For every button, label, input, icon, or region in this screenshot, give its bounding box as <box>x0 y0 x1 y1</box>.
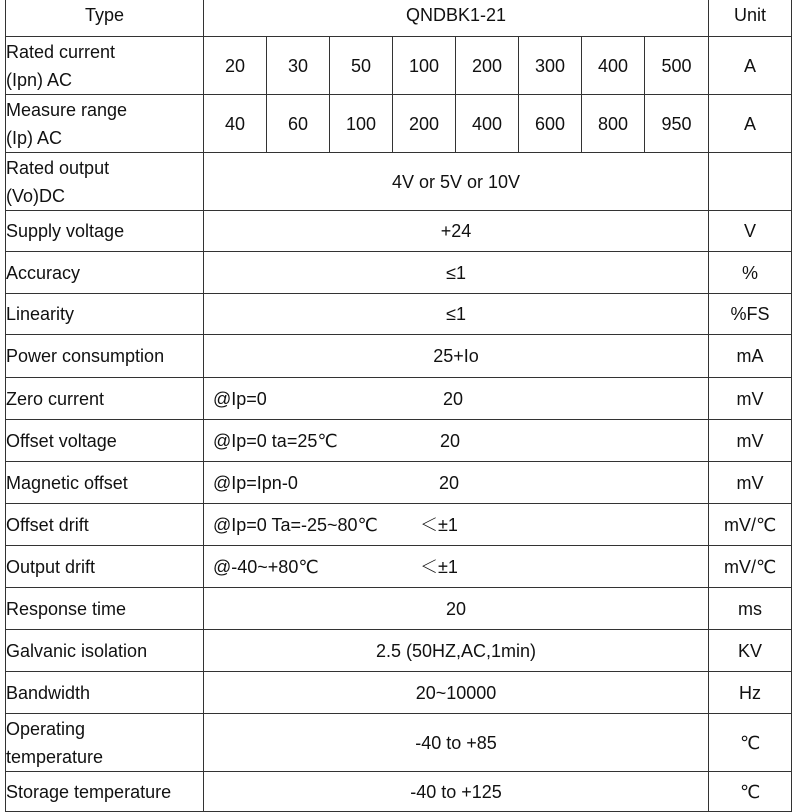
zero-current-cell <box>204 378 709 420</box>
linearity-unit: %FS <box>709 294 792 335</box>
offset-drift-condition: @Ip=0 Ta=-25~80℃ <box>213 514 378 535</box>
rated-output-unit <box>709 153 792 211</box>
storage-temperature-label: Storage temperature <box>6 772 204 812</box>
offset-voltage-row <box>6 420 792 462</box>
output-drift-condition: @-40~+80℃ <box>213 556 319 577</box>
galvanic-isolation-label: Galvanic isolation <box>6 630 204 672</box>
zero-current-condition: @Ip=0 <box>213 388 267 409</box>
accuracy-value: ≤1 <box>204 252 709 294</box>
magnetic-offset-cell <box>204 462 709 504</box>
header-row <box>6 0 792 37</box>
linearity-label: Linearity <box>6 294 204 335</box>
output-drift-label: Output drift <box>6 546 204 588</box>
magnetic-offset-row <box>6 462 792 504</box>
bandwidth-row <box>6 672 792 714</box>
power-consumption-row <box>6 335 792 378</box>
offset-drift-cell <box>204 504 709 546</box>
zero-current-value: 20 <box>443 388 464 409</box>
zero-current-row <box>6 378 792 420</box>
measure-range-value: 950 <box>645 95 709 153</box>
supply-voltage-unit: V <box>709 211 792 252</box>
rated-current-value: 300 <box>519 37 582 95</box>
measure-range-value: 600 <box>519 95 582 153</box>
accuracy-row <box>6 252 792 294</box>
rated-current-unit: A <box>709 37 792 95</box>
rated-current-value: 200 <box>456 37 519 95</box>
output-drift-row <box>6 546 792 588</box>
magnetic-offset-value: 20 <box>439 472 460 493</box>
model-header: QNDBK1-21 <box>204 0 709 37</box>
offset-drift-value: ＜±1 <box>420 514 458 535</box>
output-drift-cell <box>204 546 709 588</box>
measure-range-label: Measure range (Ip) AC <box>6 95 204 153</box>
rated-current-value: 50 <box>330 37 393 95</box>
offset-voltage-unit: mV <box>709 420 792 462</box>
galvanic-isolation-unit: KV <box>709 630 792 672</box>
measure-range-unit: A <box>709 95 792 153</box>
storage-temperature-unit: ℃ <box>709 772 792 812</box>
zero-current-label: Zero current <box>6 378 204 420</box>
power-consumption-value: 25+Io <box>204 335 709 378</box>
magnetic-offset-unit: mV <box>709 462 792 504</box>
zero-current-unit: mV <box>709 378 792 420</box>
offset-drift-unit: mV/℃ <box>709 504 792 546</box>
offset-voltage-label: Offset voltage <box>6 420 204 462</box>
bandwidth-label: Bandwidth <box>6 672 204 714</box>
response-time-label: Response time <box>6 588 204 630</box>
operating-temperature-unit: ℃ <box>709 714 792 772</box>
supply-voltage-value: +24 <box>204 211 709 252</box>
rated-current-value: 400 <box>582 37 645 95</box>
rated-output-value: 4V or 5V or 10V <box>204 153 709 211</box>
accuracy-unit: % <box>709 252 792 294</box>
response-time-unit: ms <box>709 588 792 630</box>
rated-current-value: 500 <box>645 37 709 95</box>
measure-range-value: 60 <box>267 95 330 153</box>
measure-range-row <box>6 95 792 153</box>
type-header: Type <box>6 0 204 37</box>
offset-voltage-cell <box>204 420 709 462</box>
linearity-row <box>6 294 792 335</box>
response-time-row <box>6 588 792 630</box>
accuracy-label: Accuracy <box>6 252 204 294</box>
supply-voltage-row <box>6 211 792 252</box>
offset-drift-row <box>6 504 792 546</box>
galvanic-isolation-row <box>6 630 792 672</box>
measure-range-value: 100 <box>330 95 393 153</box>
galvanic-isolation-value: 2.5 (50HZ,AC,1min) <box>204 630 709 672</box>
magnetic-offset-condition: @Ip=Ipn-0 <box>213 472 298 493</box>
output-drift-value: ＜±1 <box>420 556 458 577</box>
output-drift-unit: mV/℃ <box>709 546 792 588</box>
offset-voltage-value: 20 <box>440 430 461 451</box>
power-consumption-label: Power consumption <box>6 335 204 378</box>
rated-output-label: Rated output (Vo)DC <box>6 153 204 211</box>
bandwidth-value: 20~10000 <box>204 672 709 714</box>
response-time-value: 20 <box>204 588 709 630</box>
offset-voltage-condition: @Ip=0 ta=25℃ <box>213 430 338 451</box>
spec-table <box>5 0 792 812</box>
unit-header: Unit <box>709 0 792 37</box>
power-consumption-unit: mA <box>709 335 792 378</box>
operating-temperature-value: -40 to +85 <box>204 714 709 772</box>
operating-temperature-label: Operating temperature <box>6 714 204 772</box>
rated-current-value: 30 <box>267 37 330 95</box>
bandwidth-unit: Hz <box>709 672 792 714</box>
storage-temperature-row <box>6 772 792 812</box>
rated-current-value: 100 <box>393 37 456 95</box>
measure-range-value: 800 <box>582 95 645 153</box>
offset-drift-label: Offset drift <box>6 504 204 546</box>
rated-output-row <box>6 153 792 211</box>
magnetic-offset-label: Magnetic offset <box>6 462 204 504</box>
measure-range-value: 40 <box>204 95 267 153</box>
rated-current-label: Rated current (Ipn) AC <box>6 37 204 95</box>
rated-current-row <box>6 37 792 95</box>
measure-range-value: 400 <box>456 95 519 153</box>
linearity-value: ≤1 <box>204 294 709 335</box>
rated-current-value: 20 <box>204 37 267 95</box>
supply-voltage-label: Supply voltage <box>6 211 204 252</box>
storage-temperature-value: -40 to +125 <box>204 772 709 812</box>
operating-temperature-row <box>6 714 792 772</box>
measure-range-value: 200 <box>393 95 456 153</box>
